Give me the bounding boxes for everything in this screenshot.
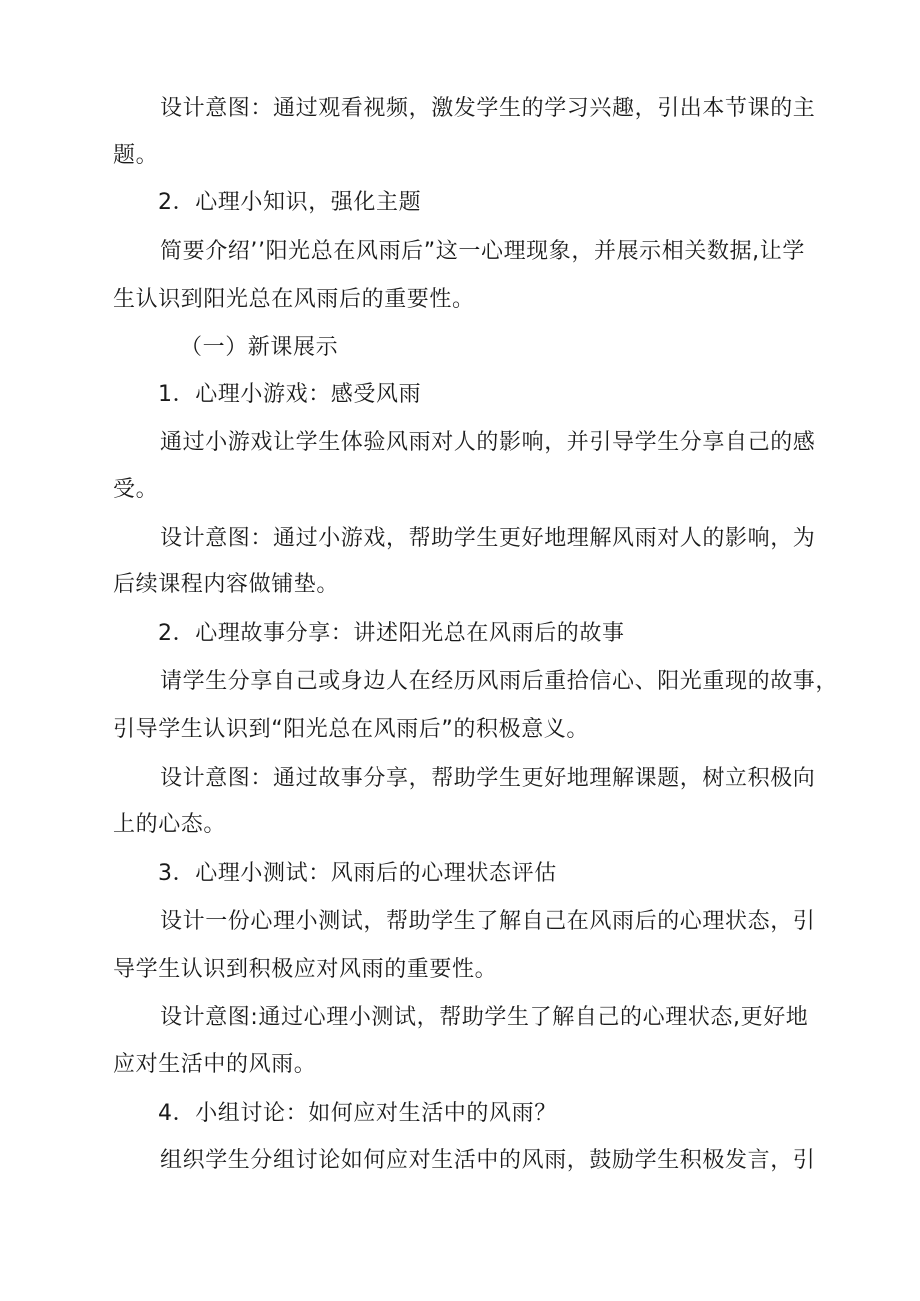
paragraph-line: 受。 — [113, 477, 159, 502]
paragraph-line: 上的心态。 — [113, 812, 227, 837]
paragraph-line: 简要介绍’’阳光总在风雨后”这一心理现象，并展示相关数据,让学 — [160, 239, 805, 264]
paragraph-line: 请学生分享自己或身边人在经历风雨后重拾信心、阳光重现的故事， — [160, 669, 839, 694]
paragraph-line: 设计意图：通过小游戏，帮助学生更好地理解风雨对人的影响，为 — [160, 526, 816, 551]
section-heading: 4．小组讨论：如何应对生活中的风雨？ — [158, 1101, 557, 1126]
section-heading: 2．心理小知识，强化主题 — [158, 190, 422, 215]
paragraph-line: 应对生活中的风雨。 — [113, 1052, 317, 1077]
section-heading: 2．心理故事分享：讲述阳光总在风雨后的故事 — [158, 621, 625, 646]
paragraph-line: 设计意图：通过观看视频，激发学生的学习兴趣，引出本节课的主 — [160, 96, 816, 121]
paragraph-line: 导学生认识到积极应对风雨的重要性。 — [113, 957, 498, 982]
paragraph-line: 设计意图：通过故事分享，帮助学生更好地理解课题，树立积极向 — [160, 766, 816, 791]
section-heading: 1．心理小游戏：感受风雨 — [158, 382, 422, 407]
paragraph-line: 引导学生认识到“阳光总在风雨后”的积极意义。 — [113, 717, 589, 742]
paragraph-line: 设计一份心理小测试，帮助学生了解自己在风雨后的心理状态，引 — [160, 909, 816, 934]
paragraph-line: 后续课程内容做铺垫。 — [113, 572, 340, 597]
paragraph-line: 设计意图:通过心理小测试，帮助学生了解自己的心理状态,更好地 — [160, 1005, 809, 1030]
paragraph-line: 通过小游戏让学生体验风雨对人的影响，并引导学生分享自己的感 — [160, 430, 816, 455]
paragraph-line: 组织学生分组讨论如何应对生活中的风雨，鼓励学生积极发言，引 — [160, 1148, 816, 1173]
section-heading: 3．心理小测试：风雨后的心理状态评估 — [158, 861, 557, 886]
section-heading: （一）新课展示 — [180, 335, 339, 360]
paragraph-line: 题。 — [113, 143, 159, 168]
paragraph-line: 生认识到阳光总在风雨后的重要性。 — [113, 287, 475, 312]
